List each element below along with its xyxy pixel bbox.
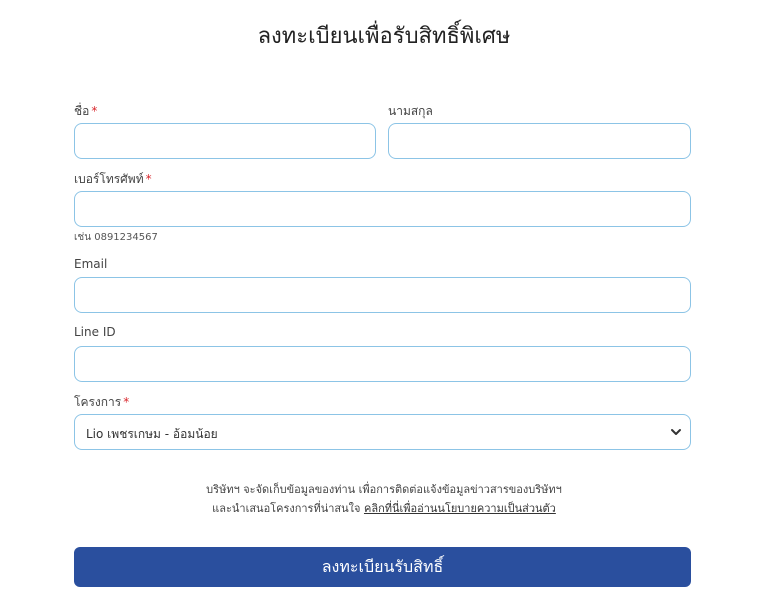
required-mark: *	[123, 395, 130, 409]
line-id-label-text: Line ID	[74, 325, 116, 339]
email-input[interactable]	[75, 278, 690, 312]
privacy-policy-link[interactable]: คลิกที่นี่เพื่ออ่านนโยบายความเป็นส่วนตัว	[363, 502, 556, 515]
project-label	[74, 393, 129, 412]
consent-text	[0, 480, 768, 518]
email-field[interactable]	[74, 277, 691, 313]
required-mark: *	[91, 104, 98, 118]
form-title: ลงทะเบียนเพื่อรับสิทธิ์พิเศษ	[257, 24, 511, 49]
consent-line-2	[0, 499, 768, 518]
chevron-down-icon	[670, 425, 682, 439]
first-name-label-text: ชื่อ	[74, 104, 90, 118]
phone-input[interactable]	[75, 192, 690, 226]
register-submit-button[interactable]: ลงทะเบียนรับสิทธิ์	[74, 547, 691, 587]
phone-label-text: เบอร์โทรศัพท์	[74, 172, 144, 186]
project-select-value: Lio เพชรเกษม - อ้อมน้อย	[86, 427, 218, 441]
email-label	[74, 257, 107, 271]
line-id-field[interactable]	[74, 346, 691, 382]
phone-hint: เช่น 0891234567	[74, 232, 158, 243]
email-label-text: Email	[74, 257, 108, 271]
consent-line-1: บริษัทฯ จะจัดเก็บข้อมูลของท่าน เพื่อการติดต่อแจ้งข้อมูลข่าวสารของบริษัทฯ	[206, 483, 562, 496]
first-name-field[interactable]	[74, 123, 376, 159]
required-mark: *	[145, 172, 152, 186]
last-name-label	[388, 102, 433, 121]
last-name-label-text: นามสกุล	[388, 104, 433, 118]
phone-label	[74, 170, 152, 189]
line-id-label	[74, 325, 116, 339]
consent-line-2-text: และนำเสนอโครงการที่น่าสนใจ	[212, 502, 361, 515]
last-name-input[interactable]	[389, 124, 690, 158]
first-name-input[interactable]	[75, 124, 375, 158]
last-name-field[interactable]	[388, 123, 691, 159]
first-name-label	[74, 102, 97, 121]
line-id-input[interactable]	[75, 347, 690, 381]
phone-field[interactable]	[74, 191, 691, 227]
project-select[interactable]	[74, 414, 691, 450]
project-label-text: โครงการ	[74, 395, 122, 409]
